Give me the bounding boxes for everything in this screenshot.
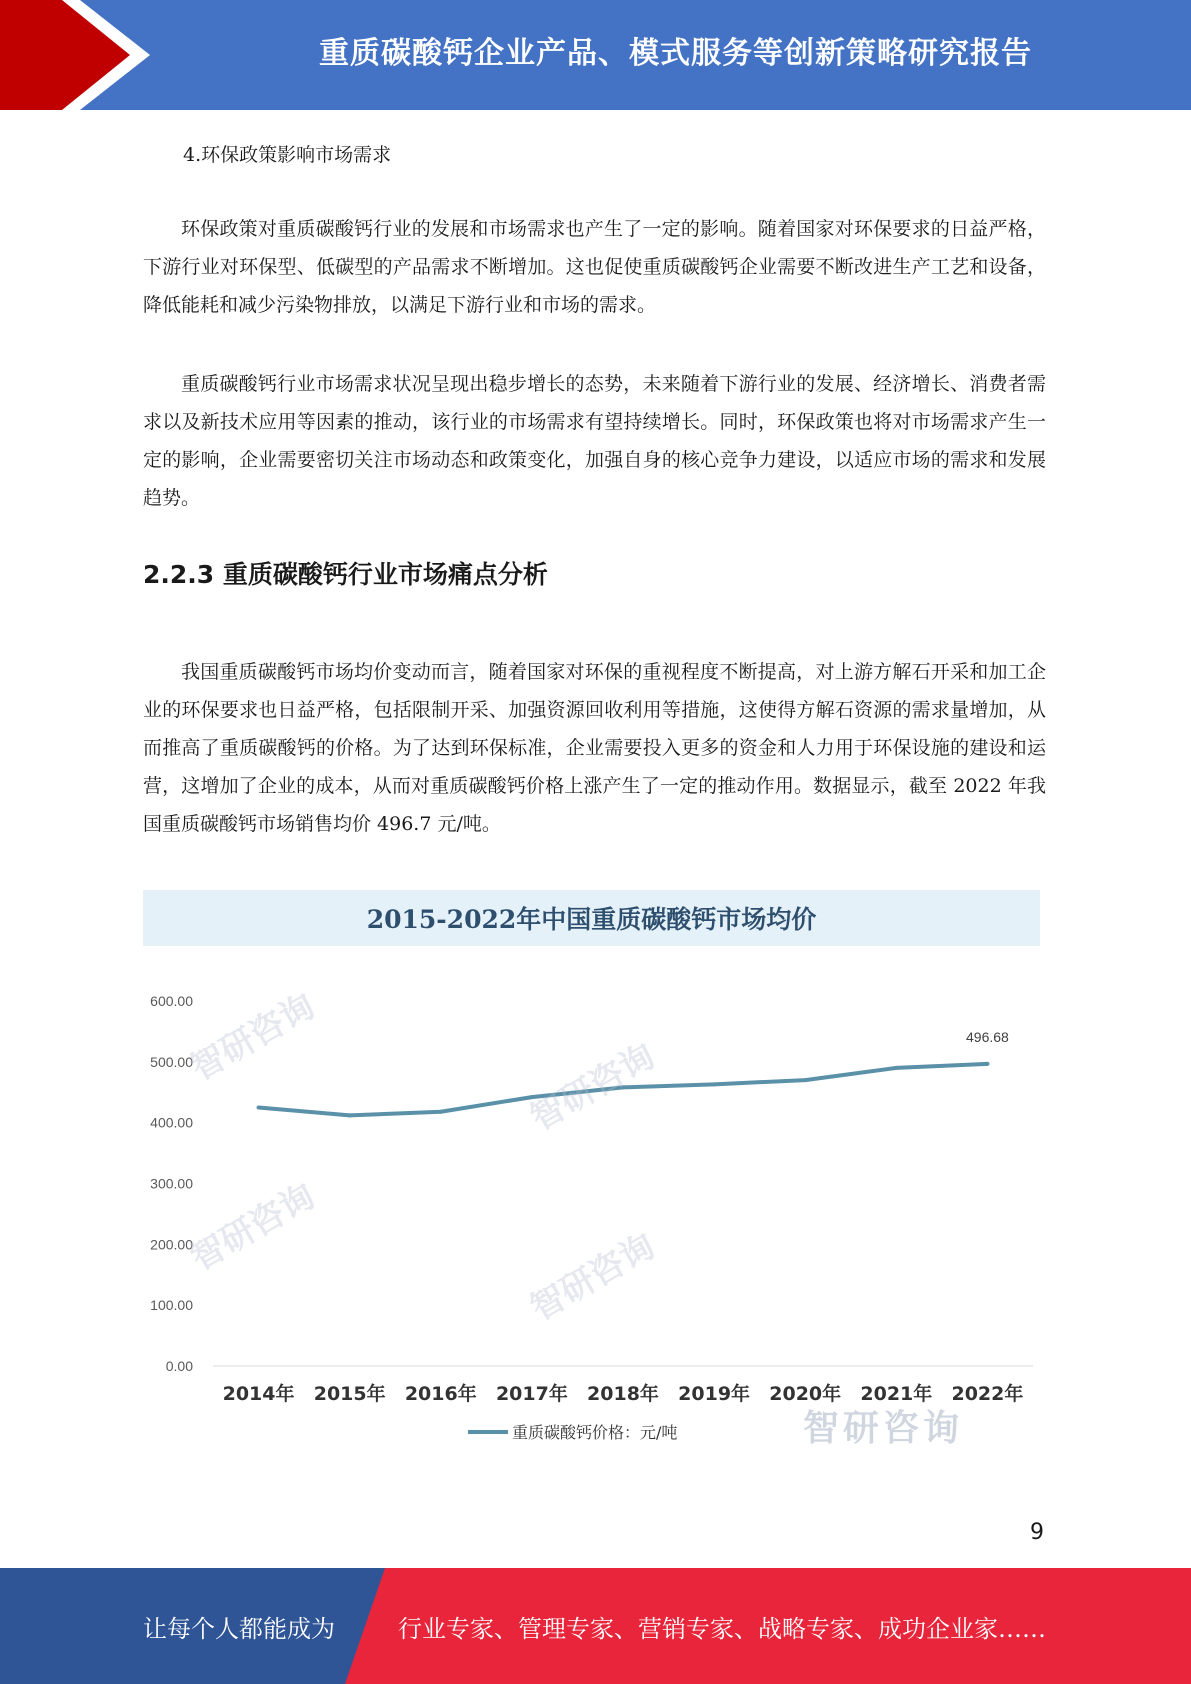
legend-label: 重质碳酸钙价格：元/吨 [512, 1423, 678, 1442]
paragraph-3: 我国重质碳酸钙市场均价变动而言，随着国家对环保的重视程度不断提高，对上游方解石开采和加工企业的环保要求也日益严格，包括限制开采、加强资源回收利用等措施，这使得方解石资源的需求量增加，从而推高了重质碳酸钙的价格。为了达到环保标准，企业需要投入更多的资金和人力用于环保设施的建设和运营，这增加了企业的成本，从而对重质碳酸钙价格上涨产生了一定的推动作用。数据显示，截至 2022 年我国重质碳酸钙市场销售均价 496.7 元/吨。 [143, 661, 1046, 835]
series-point [439, 1110, 443, 1114]
chart-plot [143, 946, 1040, 1416]
watermark-text: 智研咨询 [183, 1176, 322, 1279]
watermark-text: 智研咨询 [523, 1036, 662, 1139]
y-tick-label: 600.00 [150, 993, 193, 1009]
y-tick-label: 100.00 [150, 1297, 193, 1314]
series-point [621, 1085, 625, 1089]
x-tick-label: 2014年 [222, 1383, 295, 1405]
chart-legend [468, 1420, 677, 1443]
series-point [257, 1105, 261, 1109]
x-tick-label: 2016年 [404, 1383, 477, 1405]
x-tick-label: 2022年 [951, 1383, 1024, 1405]
x-tick-label: 2017年 [495, 1383, 568, 1405]
series-point [894, 1066, 898, 1070]
x-tick-label: 2015年 [313, 1383, 386, 1405]
series-line [259, 1064, 988, 1116]
series-point [803, 1078, 807, 1082]
y-tick-label: 0.00 [165, 1358, 193, 1374]
page-header [0, 0, 1191, 110]
x-tick-label: 2020年 [769, 1383, 842, 1405]
x-tick-label: 2019年 [678, 1383, 751, 1405]
y-tick-label: 400.00 [150, 1114, 193, 1131]
footer-slogan-left: 让每个人都能成为 [143, 1614, 335, 1643]
watermark-text: 智研咨询 [183, 986, 322, 1089]
section-heading: 2.2.3 重质碳酸钙行业市场痛点分析 [143, 560, 548, 589]
series-point [348, 1113, 352, 1117]
y-tick-label: 200.00 [150, 1236, 193, 1253]
y-tick-label: 500.00 [150, 1053, 193, 1070]
price-chart [143, 890, 1040, 1450]
paragraph-2: 重质碳酸钙行业市场需求状况呈现出稳步增长的态势，未来随着下游行业的发展、经济增长、消费者需求以及新技术应用等因素的推动，该行业的市场需求有望持续增长。同时，环保政策也将对市场需求产生一定的影响，企业需要密切关注市场动态和政策变化，加强自身的核心竞争力建设，以适应市场的需求和发展趋势。 [143, 373, 1046, 509]
series-point [985, 1062, 989, 1066]
series-point [530, 1095, 534, 1099]
data-label: 496.68 [966, 1028, 1009, 1045]
legend-swatch [468, 1430, 508, 1434]
subheading: 4.环保政策影响市场需求 [183, 144, 392, 166]
watermark-text: 智研咨询 [523, 1226, 662, 1329]
page-number: 9 [1030, 1520, 1044, 1545]
chart-title-band [143, 890, 1040, 946]
series-point [712, 1082, 716, 1086]
watermark-logo: 智研咨询 [803, 1408, 964, 1449]
page-footer [0, 1568, 1191, 1684]
chart-title: 2015-2022年中国重质碳酸钙市场均价 [366, 905, 817, 934]
x-tick-label: 2021年 [860, 1383, 933, 1405]
paragraph-1: 环保政策对重质碳酸钙行业的发展和市场需求也产生了一定的影响。随着国家对环保要求的日益严格，下游行业对环保型、低碳型的产品需求不断增加。这也促使重质碳酸钙企业需要不断改进生产工艺和设备，降低能耗和减少污染物排放，以满足下游行业和市场的需求。 [143, 218, 1046, 316]
y-tick-label: 300.00 [150, 1175, 193, 1192]
x-tick-label: 2018年 [587, 1383, 659, 1405]
footer-slogan-right: 行业专家、管理专家、营销专家、战略专家、成功企业家…… [398, 1614, 1046, 1643]
header-title: 重质碳酸钙企业产品、模式服务等创新策略研究报告 [319, 36, 1032, 71]
